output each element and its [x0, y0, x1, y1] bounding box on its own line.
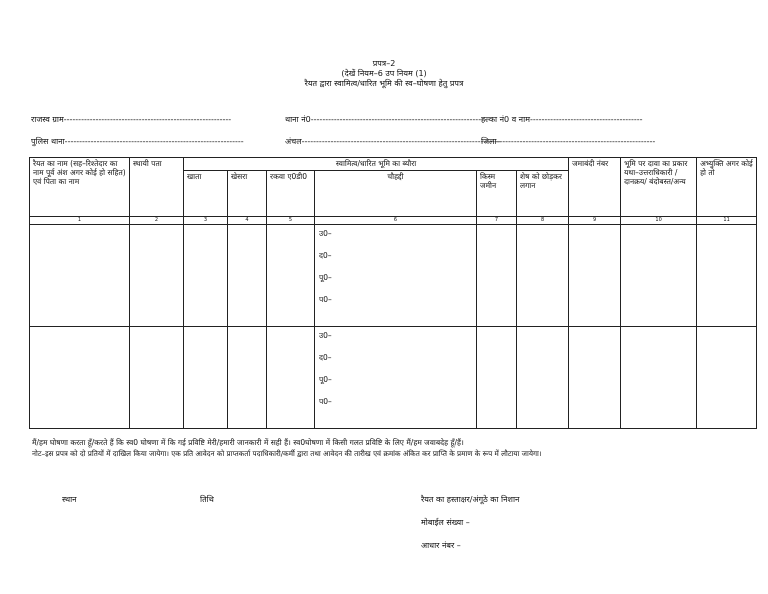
thana-number-field[interactable]: थाना नं0-------------------------------------------------------------	[285, 115, 487, 124]
column-number: 4	[228, 217, 267, 225]
halka-field[interactable]: हल्का नं0 व नाम---------------------------------------	[481, 115, 643, 124]
header-claim-type: भूमि पर दावा का प्रकार यथा–उत्तराधिकारी /दानक्रय/ बंदोबस्त/अन्य	[621, 158, 697, 217]
column-number: 3	[184, 217, 228, 225]
revenue-village-field[interactable]: राजस्व ग्राम----------------------------------------------------------	[31, 115, 232, 124]
entry-cell[interactable]	[184, 225, 228, 327]
entry-row	[30, 225, 757, 327]
entry-cell[interactable]	[130, 327, 184, 429]
signature-label: रैयत का हस्ताक्षर/अंगूठे का निशान	[421, 495, 520, 504]
entry-cell[interactable]	[697, 327, 757, 429]
west-label: प0–	[319, 397, 332, 406]
entry-cell[interactable]	[228, 327, 267, 429]
column-number: 10	[621, 217, 697, 225]
column-number: 11	[697, 217, 757, 225]
entry-cell[interactable]	[267, 327, 315, 429]
entry-cell[interactable]	[569, 225, 621, 327]
west-label: प0–	[319, 295, 332, 304]
place-label: स्थान	[62, 495, 77, 504]
header-khata: खाता	[184, 171, 228, 217]
police-station-field[interactable]: पुलिस थाना--------------------------------------------------------------	[31, 137, 244, 146]
entry-cell[interactable]	[517, 327, 569, 429]
south-label: द0–	[319, 353, 332, 362]
header-permanent-address: स्थायी पता	[130, 158, 184, 217]
form-title: रैयत द्वारा स्वामित्व/धारित भूमि की स्व–घोषणा हेतु प्रपत्र	[304, 79, 464, 88]
district-field[interactable]: जिला-------------------------------------------------------	[481, 137, 656, 146]
column-number: 7	[477, 217, 517, 225]
header-chauhaddi: चौहद्दी	[315, 171, 477, 217]
chauhaddi-cell[interactable]	[315, 327, 477, 429]
entry-cell[interactable]	[569, 327, 621, 429]
column-number-row	[30, 217, 757, 225]
form-number: प्रपत्र–2	[372, 59, 396, 68]
north-label: उ0–	[319, 331, 332, 340]
header-land-details: स्वामित्व/धारित भूमि का ब्यौरा	[184, 158, 569, 171]
entry-cell[interactable]	[130, 225, 184, 327]
aadhar-label: आधार नंबर –	[421, 541, 461, 550]
entry-cell[interactable]	[30, 225, 130, 327]
column-number: 9	[569, 217, 621, 225]
entry-cell[interactable]	[267, 225, 315, 327]
column-number: 8	[517, 217, 569, 225]
header-jamabandi: जमाबंदी नंबर	[569, 158, 621, 217]
entry-cell[interactable]	[697, 225, 757, 327]
entry-cell[interactable]	[477, 225, 517, 327]
east-label: पू0–	[319, 273, 332, 282]
column-number: 2	[130, 217, 184, 225]
north-label: उ0–	[319, 229, 332, 238]
declaration-text: मैं/हम घोषणा करता हूँ/करते हैं कि स्व0 घोषणा में कि गई प्रविष्टि मेरी/हमारी जानकारी में सही हैं। स्व0घोषणा में किसी गलत प्रविष्टि के लिए मैं/हम जवाबदेह हूँ/हैं।	[32, 438, 464, 447]
east-label: पू0–	[319, 375, 332, 384]
column-number: 5	[267, 217, 315, 225]
entry-cell[interactable]	[477, 327, 517, 429]
note-text: नोट–इस प्रपत्र को दो प्रतियों में दाखिल किया जायेगा। एक प्रति आवेदन को प्राप्तकर्ता पदाधिकारी/कर्मी द्वारा तथा आवेदन की तारीख एवं क्रमांक अंकित कर प्राप्ति के प्रमाण के रूप में लौटाया जायेगा।	[32, 449, 542, 458]
header-khesra: खेसरा	[228, 171, 267, 217]
entry-cell[interactable]	[621, 327, 697, 429]
header-kism: किस्म जमीन	[477, 171, 517, 217]
column-number: 6	[315, 217, 477, 225]
south-label: द0–	[319, 251, 332, 260]
entry-cell[interactable]	[621, 225, 697, 327]
chauhaddi-cell[interactable]	[315, 225, 477, 327]
rule-reference: (देखें नियम–6 उप नियम (1)	[341, 69, 427, 78]
entry-row	[30, 327, 757, 429]
header-shesh: शेष को छोड़कर लगान	[517, 171, 569, 217]
header-raiyat-name: रैयत का नाम (सह–रिश्तेदार का नाम पूर्व अंश अगर कोई हो सहित) एवं पिता का नाम	[30, 158, 130, 217]
entry-cell[interactable]	[30, 327, 130, 429]
date-label: तिथि	[200, 495, 214, 504]
entry-cell[interactable]	[228, 225, 267, 327]
header-rakba: रकवा ए0डी0	[267, 171, 315, 217]
anchal-field[interactable]: अंचल---------------------------------------------------------------------	[285, 137, 501, 146]
header-remarks: अभ्युक्ति अगर कोई हो तो	[697, 158, 757, 217]
entry-cell[interactable]	[517, 225, 569, 327]
entry-cell[interactable]	[184, 327, 228, 429]
land-details-table	[29, 157, 757, 429]
column-number: 1	[30, 217, 130, 225]
mobile-label: मोबाईल संख्या –	[421, 518, 470, 527]
